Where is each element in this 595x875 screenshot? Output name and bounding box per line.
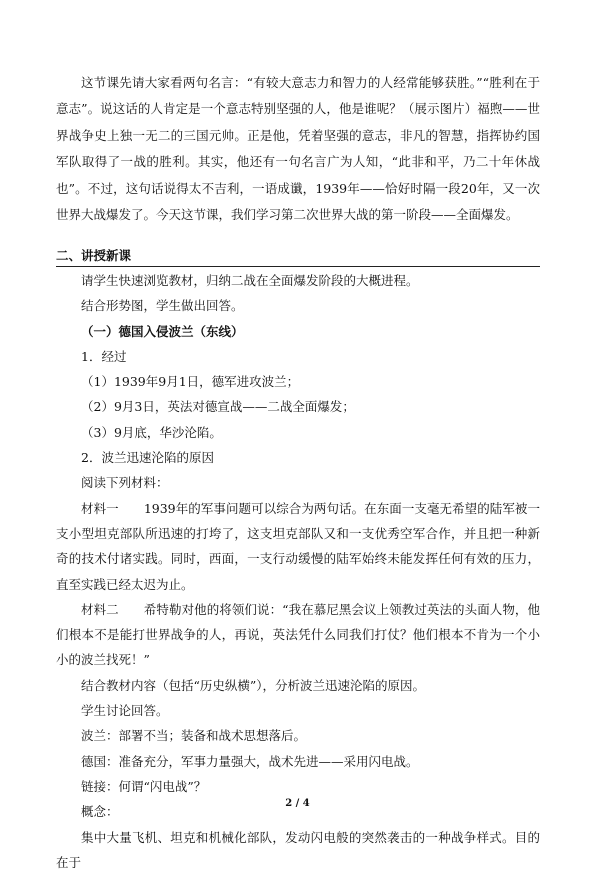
item-process-3: （3）9月底，华沙沦陷。	[81, 424, 222, 440]
item-process-1: （1）1939年9月1日，德军进攻波兰；	[81, 374, 300, 390]
poland-reason: 波兰：部署不当；装备和战术思想落后。	[81, 728, 307, 744]
subheading-poland-invasion: （一）德国入侵波兰（东线）	[81, 323, 244, 339]
germany-reason: 德国：准备充分，军事力量强大，战术先进——采用闪电战。	[81, 753, 419, 769]
section-divider	[56, 266, 540, 267]
page-number: 2 / 4	[285, 798, 310, 809]
item-process-2: （2）9月3日，英法对德宣战——二战全面爆发；	[81, 399, 355, 415]
analyze-instruction: 结合教材内容（包括“历史纵横”），分析波兰迅速沦陷的原因。	[81, 677, 426, 693]
material-one: 材料一 1939年的军事问题可以综合为两句话。在东面一支毫无希望的陆军被一支小型坦克部队所迅速的打垮了，这支坦克部队又和一支优秀空军合作，并且把一种新奇的技术付诸实践。同时，西面，一支行动缓慢的陆军始终未能发挥任何有效的压力，直至实践已经太迟为止。	[56, 500, 540, 592]
item-process: 1．经过	[81, 348, 127, 364]
lesson-body	[56, 268, 540, 875]
map-instruction: 结合形势图，学生做出回答。	[81, 298, 244, 314]
material-two: 材料二 希特勒对他的将领们说：“我在慕尼黑会议上领教过英法的头面人物，他们根本不是能打世界战争的人，再说，英法凭什么同我们打仗？他们根本不肯为一个小小的波兰找死！”	[56, 601, 540, 668]
intro-section	[56, 70, 540, 228]
browse-instruction: 请学生快速浏览教材，归纳二战在全面爆发阶段的大概进程。	[81, 273, 419, 288]
read-materials: 阅读下列材料：	[81, 475, 169, 491]
section-heading: 二、讲授新课	[56, 248, 132, 263]
concept-text: 集中大量飞机、坦克和机械化部队，发动闪电般的突然袭击的一种战争样式。目的在于	[56, 829, 540, 870]
blitzkrieg-link: 链接：何谓“闪电战”？	[81, 778, 207, 794]
discuss-instruction: 学生讨论回答。	[81, 703, 169, 719]
intro-paragraph: 这节课先请大家看两句名言：“有较大意志力和智力的人经常能够获胜。”“胜利在于意志”。说这话的人肯定是一个意志特别坚强的人，他是谁呢？（展示图片）福煦——世界战争史上独一无二的三国元帅。正是他，凭着坚强的意志，非凡的智慧，指挥协约国军队取得了一战的胜利。其实，他还有一句名言广为人知，“此非和平，乃二十年休战也”。不过，这句话说得太不吉利，一语成谶，1939年——恰好时隔一段20年，又一次世界大战爆发了。今天这节课，我们学习第二次世界大战的第一阶段——全面爆发。	[56, 75, 540, 223]
item-reasons: 2．波兰迅速沦陷的原因	[81, 450, 214, 466]
concept-label: 概念：	[81, 804, 119, 820]
